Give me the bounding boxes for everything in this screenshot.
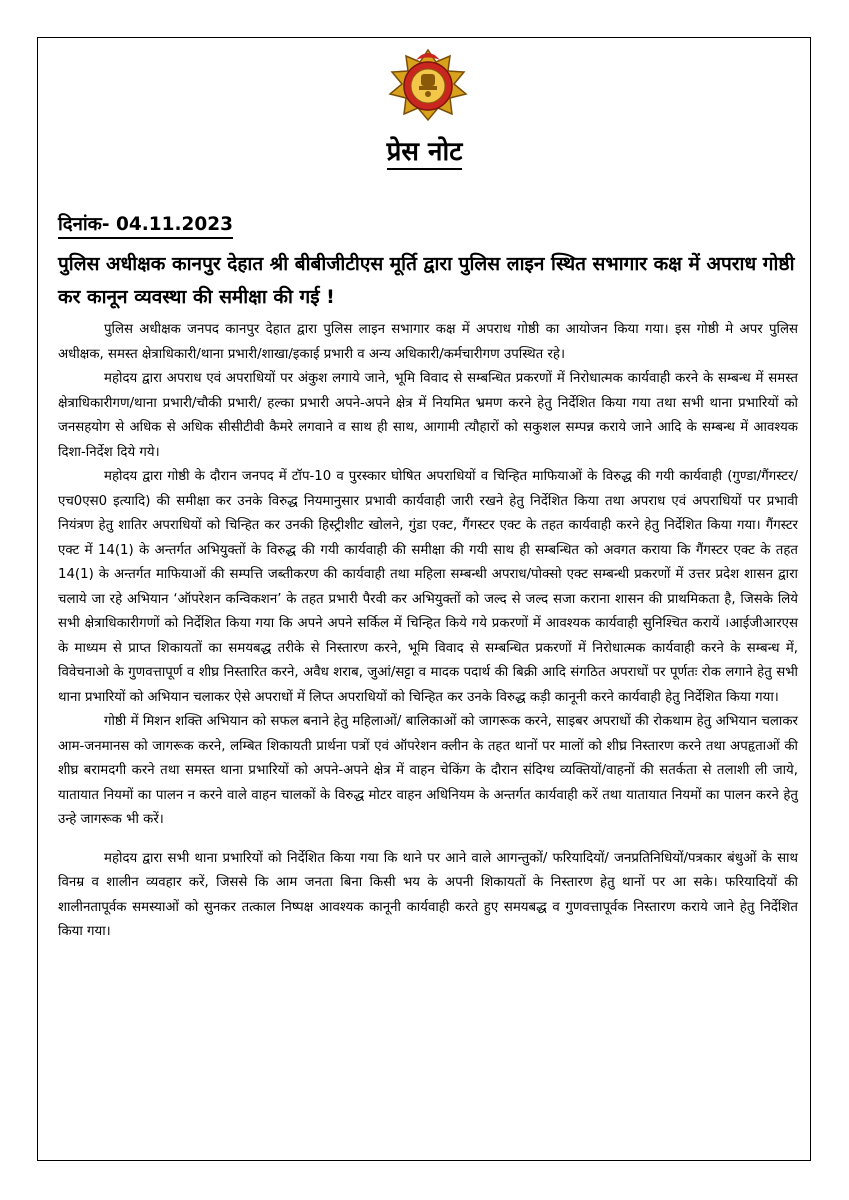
paragraph-4: गोष्ठी में मिशन शक्ति अभियान को सफल बनाने हेतु महिलाओं/ बालिकाओं को जागरूक करने, साइबर अपराधों की रोकथाम हेतु अभियान चलाकर आम-जनमानस को जागरूक करने, लम्बित शिकायती प्रार्थना पत्रों एवं ऑपरेशन क्लीन के तहत थानों पर मालों को शीघ्र निस्तारण करने तथा अपहृताओं की शीघ्र बरामदगी करने तथा समस्त थाना प्रभारियों को अपने-अपने क्षेत्र में वाहन चेकिंग के दौरान संदिग्ध व्यक्तियों/वाहनों की सतर्कता से तलाशी ली जाये, यातायात नियमों का पालन न करने वाले वाहन चालकों के विरुद्ध मोटर वाहन अधिनियम के अन्तर्गत कार्यवाही करें तथा यातायात नियमों का पालन करने हेतु उन्हे जागरूक भी करें। (58, 714, 798, 827)
page-title: प्रेस नोट (0, 132, 849, 168)
police-emblem-icon (380, 46, 476, 124)
paragraph-1: पुलिस अधीक्षक जनपद कानपुर देहात द्वारा पुलिस लाइन सभागार कक्ष में अपराध गोष्ठी का आयोजन किया गया। इस गोष्ठी मे अपर पुलिस अधीक्षक, समस्त क्षेत्राधिकारी/थाना प्रभारी/शाखा/इकाई प्रभारी व अन्य अधिकारी/कर्मचारीगण उपस्थित रहे। (58, 322, 798, 362)
paragraph-2: महोदय द्वारा अपराध एवं अपराधियों पर अंकुश लगाये जाने, भूमि विवाद से सम्बन्धित प्रकरणों में निरोधात्मक कार्यवाही करने के सम्बन्ध में समस्त क्षेत्राधिकारीगण/थाना प्रभारी/चौकी प्रभारी/ हल्का प्रभारी अपने-अपने क्षेत्र में नियमित भ्रमण करने हेतु निर्देशित किया गया तथा सभी थाना प्रभारियों को जनसहयोग से अधिक से अधिक सीसीटीवी कैमरे लगवाने व साथ ही साथ, आगामी त्यौहारों को सकुशल सम्पन्न कराये जाने आदि के सम्बन्ध में आवश्यक दिशा-निर्देश दिये गये। (58, 371, 798, 460)
body-text (58, 318, 798, 945)
date-line: दिनांक- 04.11.2023 (58, 211, 233, 239)
paragraph-3: महोदय द्वारा गोष्ठी के दौरान जनपद में टॉप-10 व पुरस्कार घोषित अपराधियों व चिन्हित माफियाओं के विरुद्ध की गयी कार्यवाही (गुण्डा/गैंगस्टर/एच0एस0 इत्यादि) की समीक्षा कर उनके विरुद्ध नियमानुसार प्रभावी कार्यवाही जारी रखने हेतु निर्देशित किया तथा अपराध एवं अपराधियों पर प्रभावी नियंत्रण हेतु शातिर अपराधियों को चिन्हित कर उनकी हिस्ट्रीशीट खोलने, गुंडा एक्ट, गैंगस्टर एक्ट के तहत कार्यवाही करने हेतु निर्देशित किया गया। गैंगस्टर एक्ट में 14(1) के अन्तर्गत अभियुक्तों के विरुद्ध की गयी कार्यवाही की समीक्षा की गयी साथ ही सम्बन्धित को अवगत कराया कि गैंगस्टर एक्ट के तहत 14(1) के अन्तर्गत माफियाओं की सम्पत्ति जब्तीकरण की कार्यवाही तथा महिला सम्बन्धी अपराध/पोक्सो एक्ट सम्बन्धी प्रकरणों में उत्तर प्रदेश शासन द्वारा चलाये जा रहे अभियान ‘ऑपरेशन कन्विकशन’ के तहत प्रभारी पैरवी कर अभियुक्तों को जल्द से जल्द सजा कराना शासन की प्राथमिकता है, जिसके लिये सभी क्षेत्राधिकारीगणों को निर्देशित किया गया कि अपने अपने सर्किल में चिन्हित किये गये प्रकरणों में आवश्यक कार्यवाही सुनिश्चित करायें ।आईजीआरएस के माध्यम से प्राप्त शिकायतों का समयबद्ध तरीके से निस्तारण करने, भूमि विवाद से सम्बन्धित प्रकरणों में निरोधात्मक कार्यवाही करने के सम्बन्ध में, विवेचनाओ के गुणवत्तापूर्ण व शीघ्र निस्तारित करने, अवैध शराब, जुआं/सट्टा व मादक पदार्थ की बिक्री आदि संगठित अपराधों पर पूर्णतः रोक लगाने हेतु सभी थाना प्रभारियों को अभियान चलाकर ऐसे अपराधों में लिप्त अपराधियों को चिन्हित कर उनके विरुद्ध कड़ी कानूनी करने कार्यवाही हेतु निर्देशित किया गया। (58, 469, 798, 705)
headline: पुलिस अधीक्षक कानपुर देहात श्री बीबीजीटीएस मूर्ति द्वारा पुलिस लाइन स्थित सभागार कक्ष में अपराध गोष्ठी कर कानून व्यवस्था की समीक्षा की गई ! (58, 253, 795, 308)
paragraph-5: महोदय द्वारा सभी थाना प्रभारियों को निर्देशित किया गया कि थाने पर आने वाले आगन्तुकों/ फरियादियों/ जनप्रतिनिधियों/पत्रकार बंधुओं के साथ विनम्र व शालीन व्यवहार करें, जिससे कि आम जनता बिना किसी भय के अपनी शिकायतों के निस्तारण हेतु थानों पर आ सके। फरियादियों की शालीनतापूर्वक समस्याओं को सुनकर तत्काल निष्पक्ष आवश्यक कानूनी कार्यवाही करते हुए समयबद्ध व गुणवत्तापूर्वक निस्तारण कराये जाने हेतु निर्देशित किया गया। (58, 850, 798, 939)
